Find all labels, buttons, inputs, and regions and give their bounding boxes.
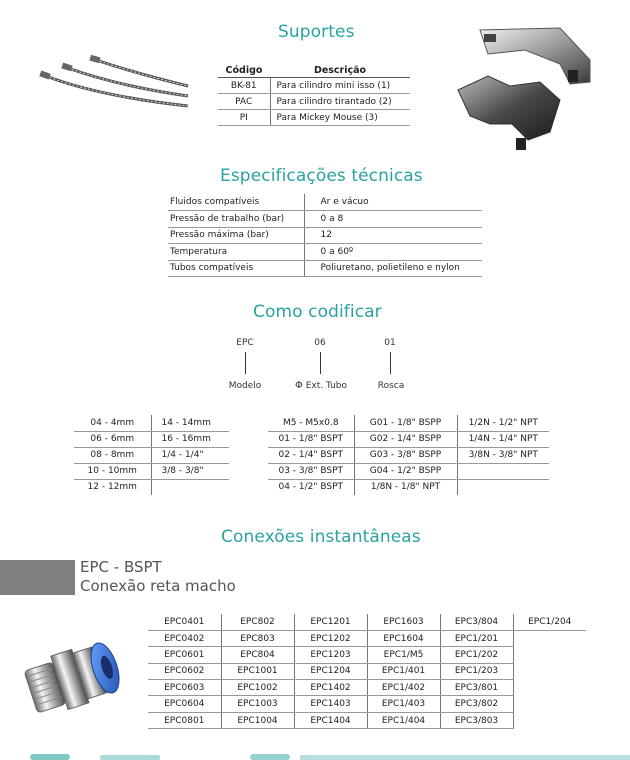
code-tubo: 06 [314,338,326,348]
table-cell: 04 - 4mm [74,415,151,431]
label-modelo: Modelo [228,381,262,391]
table-cell: 16 - 16mm [151,431,229,447]
label-ext-tubo-text: Ext. Tubo [305,381,348,391]
part-code-cell: EPC0604 [148,696,221,712]
table-cell: 06 - 6mm [74,431,151,447]
part-code-cell: EPC1/202 [440,647,513,663]
part-code-cell: EPC3/802 [440,696,513,712]
part-code-cell: EPC1201 [294,614,367,630]
table-cell: G02 - 1/4" BSPP [354,431,457,447]
table-row [74,415,229,431]
part-code-cell: EPC1003 [221,696,294,712]
table-cell: M5 - M5x0.8 [268,415,354,431]
spec-key: Pressão de trabalho (bar) [168,211,304,228]
band-strap-image [38,48,196,130]
part-code-cell: EPC1/M5 [367,647,440,663]
epc-part-table [148,614,586,729]
spec-key: Temperatura [168,244,304,261]
table-row [168,244,482,261]
table-row [148,647,586,663]
part-code-cell: EPC1/404 [367,712,440,728]
table-cell [457,479,549,495]
table-cell [457,463,549,479]
thread-table [268,415,549,495]
table-row [268,479,549,495]
table-row [168,211,482,228]
table-cell: 12 - 12mm [87,482,137,493]
part-code-cell: EPC1001 [221,663,294,679]
spec-key: Fluidos compatíveis [168,194,304,211]
table-row [168,194,482,211]
part-code-cell: EPC3/801 [440,680,513,696]
part-code-cell: EPC1604 [367,630,440,646]
table-row [74,431,229,447]
spec-table [168,194,482,277]
table-cell: 3/8N - 3/8" NPT [457,447,549,463]
phi-icon: Φ [294,380,303,391]
section-title-codificar: Como codificar [253,302,382,322]
section-title-especificacoes: Especificações técnicas [220,166,423,186]
table-row [268,415,549,431]
cell-descricao: Para Mickey Mouse (3) [270,110,410,126]
part-code-cell: EPC1/402 [367,680,440,696]
table-cell: 1/4N - 1/4" NPT [457,431,549,447]
part-code-cell: EPC1/201 [440,630,513,646]
table-cell: 01 - 1/8" BSPT [268,431,354,447]
epc-subtitle: Conexão reta macho [80,577,236,595]
table-row [148,712,586,728]
part-code-cell: EPC0601 [148,647,221,663]
part-code-cell: EPC1204 [294,663,367,679]
table-cell: 02 - 1/4" BSPT [268,447,354,463]
part-code-cell: EPC0402 [148,630,221,646]
cell-descricao: Para cilindro mini isso (1) [270,78,410,94]
part-code-cell [513,712,586,728]
header-descricao: Descrição [270,64,410,78]
table-row [168,227,482,244]
label-rosca: Rosca [377,381,405,391]
code-modelo: EPC [236,338,254,348]
table-row [74,463,229,479]
table-row [74,479,229,495]
part-code-cell: EPC1202 [294,630,367,646]
footer-decoration [0,752,630,760]
part-code-cell: EPC1/403 [367,696,440,712]
connector-line [245,352,246,374]
part-code-cell: EPC803 [221,630,294,646]
table-row [218,78,410,94]
part-code-cell: EPC1404 [294,712,367,728]
spec-value: 12 [304,227,482,244]
table-row [148,614,586,630]
suportes-table [218,64,410,126]
part-code-cell: EPC3/804 [440,614,513,630]
part-code-cell [513,663,586,679]
table-cell: 3/8 - 3/8" [151,463,229,479]
part-code-cell: EPC802 [221,614,294,630]
spec-value: Poliuretano, polietileno e nylon [304,260,482,277]
table-row [148,680,586,696]
table-row [148,630,586,646]
part-code-cell: EPC0603 [148,680,221,696]
part-code-cell: EPC1/204 [513,614,586,630]
table-cell: 1/2N - 1/2" NPT [457,415,549,431]
label-ext-tubo [290,380,352,391]
part-code-cell: EPC1603 [367,614,440,630]
table-cell [151,479,229,495]
table-row [268,463,549,479]
connector-line [390,352,391,374]
header-codigo: Código [218,64,270,78]
table-row [168,260,482,277]
spec-value: 0 a 8 [304,211,482,228]
cell-codigo: PI [218,110,270,126]
table-cell: G04 - 1/2" BSPP [354,463,457,479]
table-cell: 08 - 8mm [74,447,151,463]
epc-title: EPC - BSPT [80,558,162,576]
part-code-cell [513,680,586,696]
table-row [218,94,410,110]
table-cell: 1/4 - 1/4" [151,447,229,463]
table-row [148,696,586,712]
part-code-cell: EPC804 [221,647,294,663]
table-row [74,447,229,463]
part-code-cell: EPC0401 [148,614,221,630]
tube-size-table [74,415,229,495]
table-cell: 14 - 14mm [151,415,229,431]
bracket-image [440,20,600,165]
spec-value: 0 a 60º [304,244,482,261]
part-code-cell: EPC0602 [148,663,221,679]
part-code-cell: EPC1203 [294,647,367,663]
table-cell: 10 - 10mm [74,463,151,479]
part-code-cell: EPC1402 [294,680,367,696]
connector-line [320,352,321,374]
spec-key: Tubos compatíveis [168,260,304,277]
part-code-cell: EPC3/803 [440,712,513,728]
part-code-cell: EPC1/401 [367,663,440,679]
table-row [218,110,410,126]
part-code-cell [513,647,586,663]
table-row [148,663,586,679]
part-code-cell: EPC1/203 [440,663,513,679]
code-rosca: 01 [384,338,396,348]
table-cell: 1/8N - 1/8" NPT [354,479,457,495]
part-code-cell [513,696,586,712]
part-code-cell: EPC1004 [221,712,294,728]
cell-codigo: PAC [218,94,270,110]
section-title-suportes: Suportes [278,22,355,42]
connector-image [18,622,130,730]
table-cell: G03 - 3/8" BSPP [354,447,457,463]
table-row [268,431,549,447]
part-code-cell [513,630,586,646]
spec-value: Ar e vácuo [304,194,482,211]
cell-codigo: BK-81 [218,78,270,94]
table-cell: 04 - 1/2" BSPT [278,482,344,493]
part-code-cell: EPC1002 [221,680,294,696]
part-code-cell: EPC1403 [294,696,367,712]
spec-key: Pressão máxima (bar) [168,227,304,244]
gray-block [0,560,75,595]
cell-descricao: Para cilindro tirantado (2) [270,94,410,110]
table-cell: G01 - 1/8" BSPP [354,415,457,431]
part-code-cell: EPC0801 [148,712,221,728]
table-row [268,447,549,463]
section-title-conexoes: Conexões instantâneas [221,527,421,547]
table-cell: 03 - 3/8" BSPT [268,463,354,479]
